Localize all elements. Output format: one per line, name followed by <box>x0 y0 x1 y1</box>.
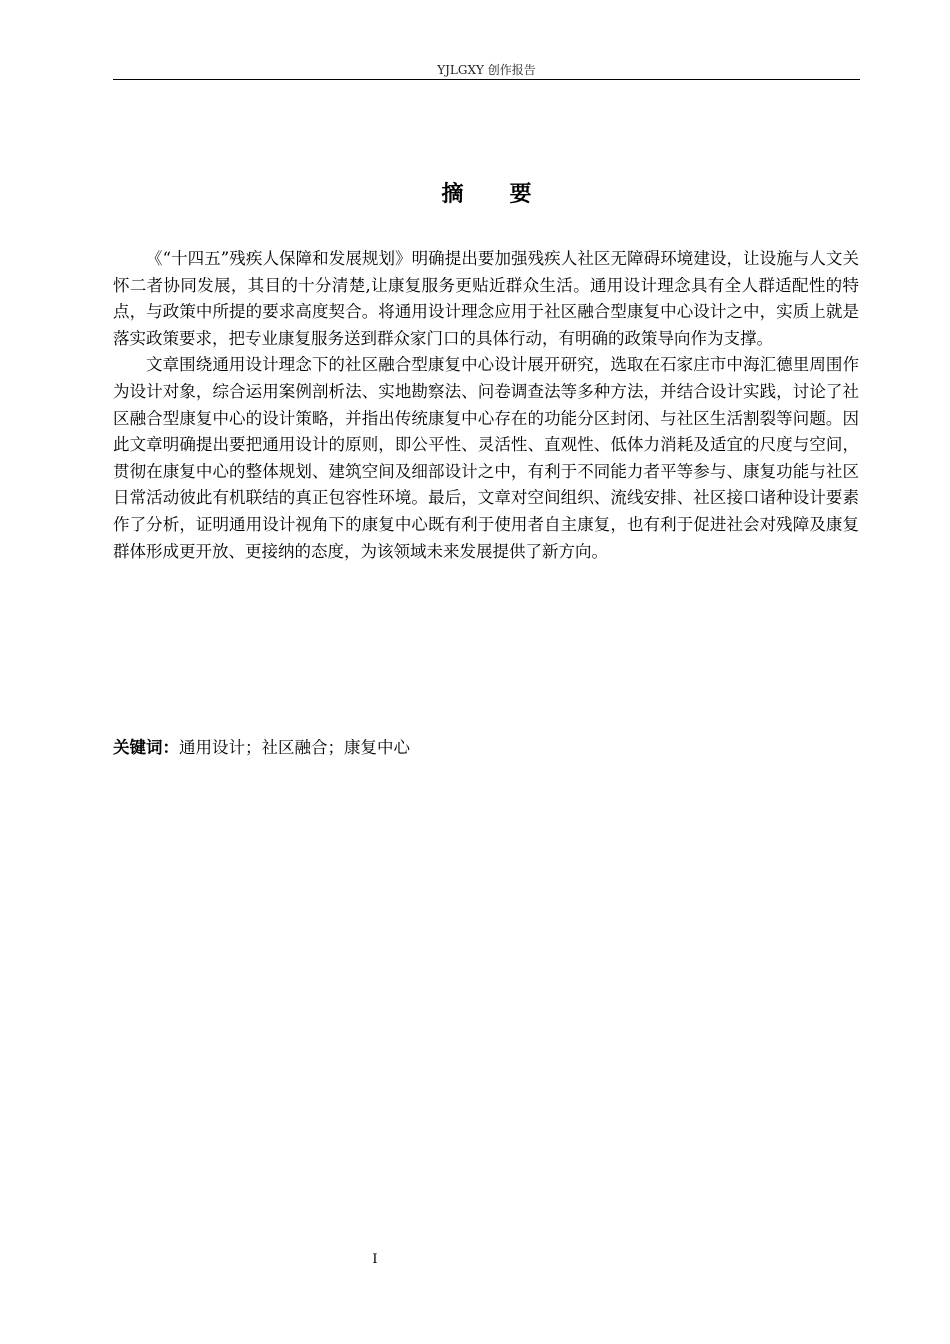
abstract-paragraph-1: 《“十四五”残疾人保障和发展规划》明确提出要加强残疾人社区无障碍环境建设，让设施与人文关怀二者协同发展，其目的十分清楚,让康复服务更贴近群众生活。通用设计理念具有全人群适配性的特点，与政策中所提的要求高度契合。将通用设计理念应用于社区融合型康复中心设计之中，实质上就是落实政策要求，把专业康复服务送到群众家门口的具体行动，有明确的政策导向作为支撑。 <box>113 249 859 348</box>
header-rule <box>113 79 860 80</box>
abstract-body <box>113 246 859 565</box>
keywords-label: 关键词： <box>113 738 179 757</box>
page-number: I <box>372 1252 378 1267</box>
keywords-value: 通用设计；社区融合；康复中心 <box>179 738 410 757</box>
keywords-line <box>113 736 859 760</box>
abstract-paragraph-2: 文章围绕通用设计理念下的社区融合型康复中心设计展开研究，选取在石家庄市中海汇德里周围作为设计对象，综合运用案例剖析法、实地勘察法、问卷调查法等多种方法，并结合设计实践，讨论了社区融合型康复中心的设计策略，并指出传统康复中心存在的功能分区封闭、与社区生活割裂等问题。因此文章明确提出要把通用设计的原则，即公平性、灵活性、直观性、低体力消耗及适宜的尺度与空间，贯彻在康复中心的整体规划、建筑空间及细部设计之中，有利于不同能力者平等参与、康复功能与社区日常活动彼此有机联结的真正包容性环境。最后，文章对空间组织、流线安排、社区接口诸种设计要素作了分析，证明通用设计视角下的康复中心既有利于使用者自主康复，也有利于促进社会对残障及康复群体形成更开放、更接纳的态度，为该领域未来发展提供了新方向。 <box>113 355 859 561</box>
abstract-title: 摘要 <box>441 182 578 207</box>
running-header: YJLGXY 创作报告 <box>437 63 536 77</box>
